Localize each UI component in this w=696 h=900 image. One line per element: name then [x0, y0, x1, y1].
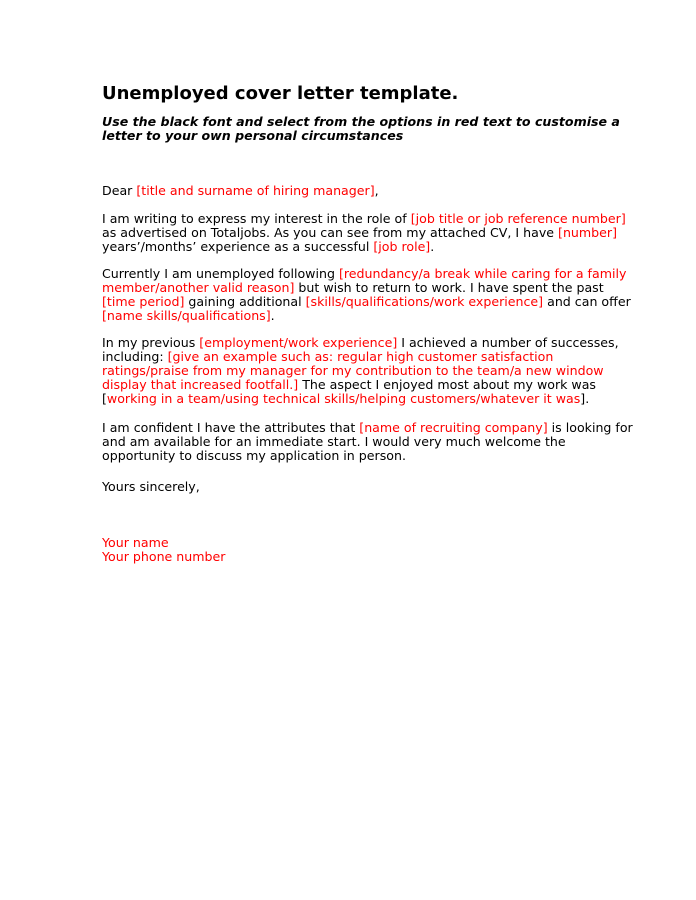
paragraph-line: [102, 392, 602, 406]
paragraph-line: [102, 294, 631, 309]
placeholder-skills: [skills/qualifications/work experience]: [305, 294, 544, 309]
signature: [102, 536, 602, 564]
paragraph-line: [102, 240, 602, 254]
paragraph-unemployed: [102, 266, 631, 323]
text: I am writing to express my interest in the role of: [102, 211, 411, 226]
text: opportunity to discuss my application in person.: [102, 448, 406, 463]
paragraph-line: [102, 281, 602, 295]
text: Currently I am unemployed following: [102, 266, 339, 281]
closing-line: Yours sincerely,: [102, 479, 200, 494]
text: ].: [580, 391, 590, 406]
text: and can offer: [543, 294, 631, 309]
paragraph-line: [102, 211, 626, 226]
placeholder-aspect: working in a team/using technical skills/helping customers/whatever it was: [106, 391, 581, 406]
placeholder-job-role: [job role]: [373, 239, 431, 254]
placeholder-reason: member/another valid reason]: [102, 280, 295, 295]
instructions-line: letter to your own personal circumstances: [102, 128, 404, 143]
paragraph-line: [102, 225, 618, 240]
text: The aspect I enjoyed most about my work was: [298, 377, 596, 392]
text: .: [270, 308, 275, 323]
salutation-dear: Dear: [102, 183, 137, 198]
paragraph-interest: [102, 211, 626, 254]
placeholder-example: [give an example such as: regular high customer satisfaction: [167, 349, 554, 364]
text: but wish to return to work. I have spent the past: [294, 280, 604, 295]
paragraph-line: [102, 350, 602, 364]
placeholder-company: [name of recruiting company]: [359, 420, 548, 435]
paragraph-line: [102, 420, 633, 435]
paragraph-line: [102, 364, 602, 378]
text: including:: [102, 349, 168, 364]
paragraph-line: [102, 335, 619, 350]
placeholder-recipient: [title and surname of hiring manager]: [136, 183, 375, 198]
salutation-punct: ,: [374, 183, 379, 198]
placeholder-job-title: [job title or job reference number]: [410, 211, 626, 226]
text: years’/months’ experience as a successful: [102, 239, 374, 254]
text: .: [430, 239, 435, 254]
paragraph-confident: [102, 420, 633, 463]
signature-name: Your name: [102, 535, 169, 550]
placeholder-name-skills: [name skills/qualifications]: [102, 308, 271, 323]
placeholder-number: [number]: [558, 225, 618, 240]
signature-phone: Your phone number: [102, 549, 226, 564]
paragraph-line: [102, 378, 602, 392]
text: [: [102, 391, 107, 406]
text: is looking for: [547, 420, 633, 435]
paragraph-previous: [102, 335, 619, 406]
page-title: Unemployed cover letter template.: [102, 83, 459, 104]
placeholder-employment: [employment/work experience]: [199, 335, 398, 350]
placeholder-example: ratings/praise from my manager for my contribution to the team/a new window: [102, 363, 604, 378]
text: I achieved a number of successes,: [397, 335, 619, 350]
text: gaining additional: [184, 294, 306, 309]
text: I am confident I have the attributes that: [102, 420, 360, 435]
instructions: [102, 114, 620, 143]
placeholder-time-period: [time period]: [102, 294, 185, 309]
closing: [102, 480, 602, 494]
paragraph-line: [102, 435, 602, 449]
text: as advertised on Totaljobs. As you can see from my attached CV, I have: [102, 225, 559, 240]
salutation-line: [102, 184, 602, 198]
paragraph-line: [102, 449, 602, 463]
salutation: [102, 184, 602, 198]
paragraph-line: [102, 309, 602, 323]
text: In my previous: [102, 335, 200, 350]
placeholder-reason: [redundancy/a break while caring for a family: [338, 266, 627, 281]
text: and am available for an immediate start. I would very much welcome the: [102, 434, 566, 449]
paragraph-line: [102, 266, 627, 281]
instructions-line: Use the black font and select from the options in red text to customise a: [102, 114, 620, 129]
placeholder-example: display that increased footfall.]: [102, 377, 299, 392]
